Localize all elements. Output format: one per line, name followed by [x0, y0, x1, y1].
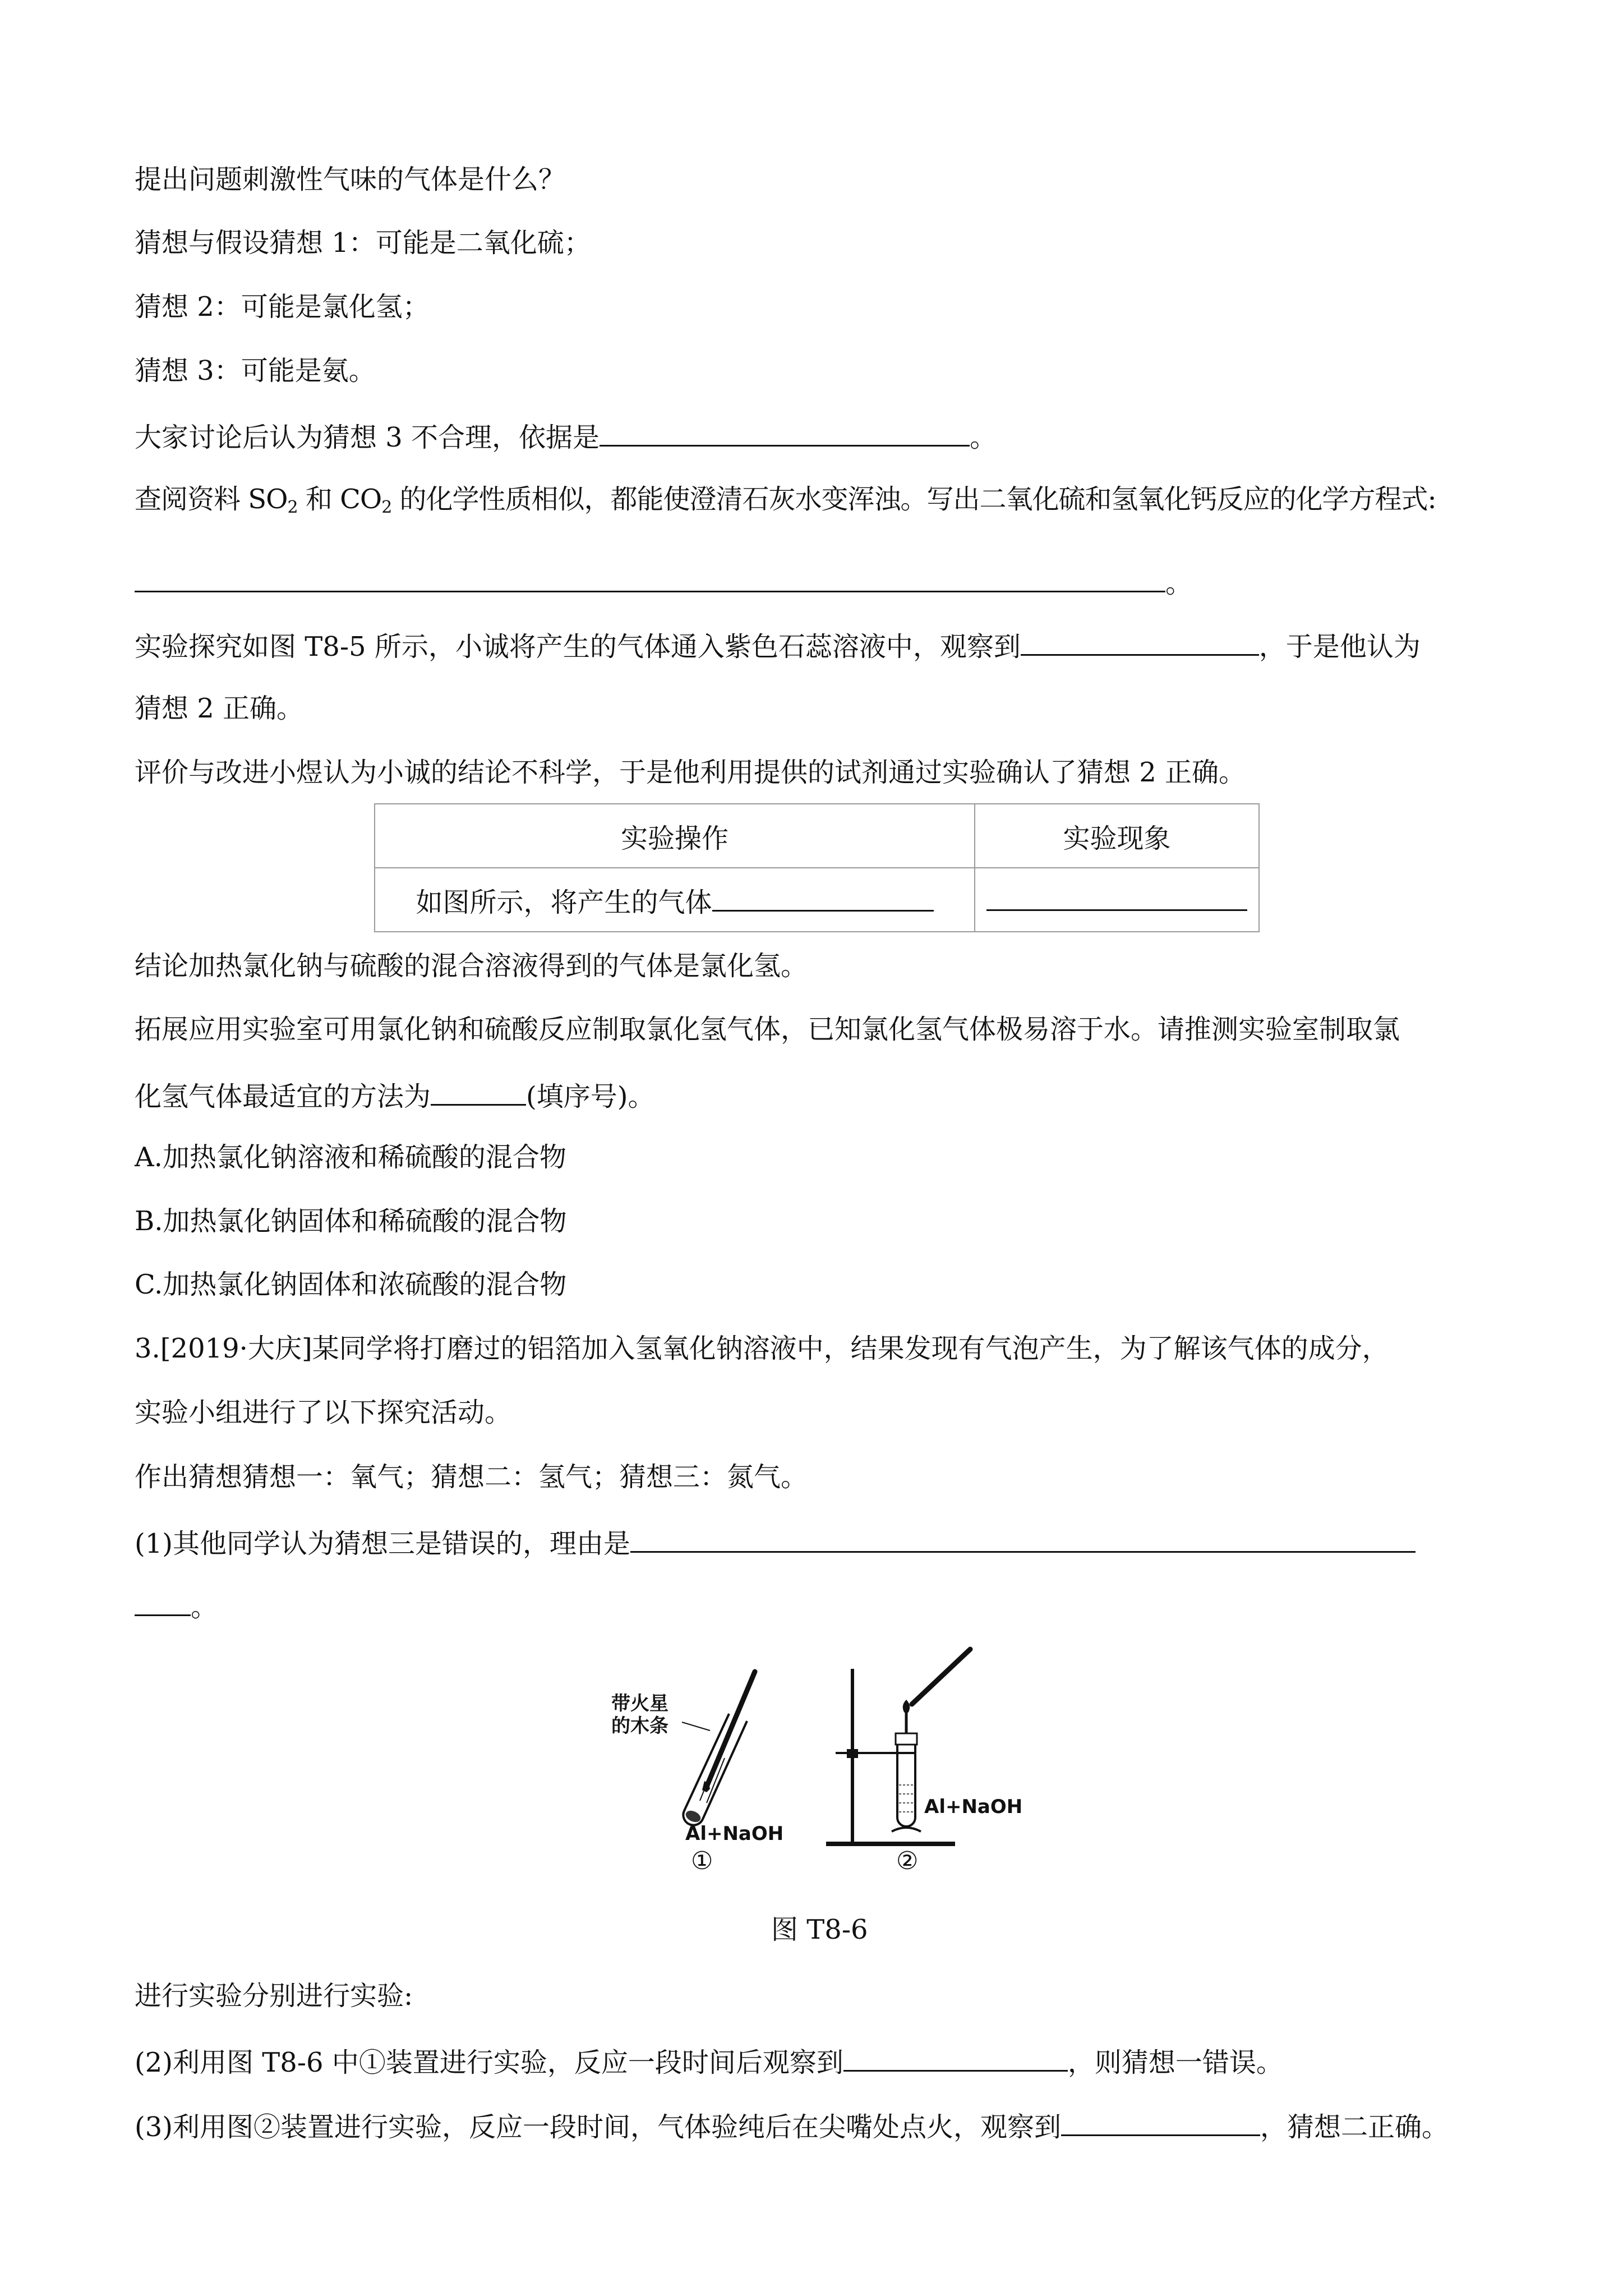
- text: (1)其他同学认为猜想三是错误的，理由是: [135, 1528, 630, 1559]
- text: 和 CO: [297, 484, 382, 515]
- figure-caption: [771, 1913, 868, 1947]
- text: ，则猜想一错误。: [1067, 2047, 1283, 2078]
- text: 评价与改进小煜认为小诚的结论不科学，于是他利用提供的试剂通过实验确认了猜想 2 正确。: [135, 757, 1246, 788]
- question-3-line-cont: [135, 1396, 511, 1429]
- header-phenomenon: 实验现象: [975, 804, 1259, 868]
- text: 。: [1165, 568, 1193, 599]
- text: C.加热氯化钠固体和浓硫酸的混合物: [135, 1269, 567, 1300]
- operation-cell: [375, 868, 975, 932]
- text: 猜想与假设猜想 1：可能是二氧化硫；: [135, 227, 591, 259]
- text: 实验探究如图 T8-5 所示，小诚将产生的气体通入紫色石蕊溶液中，观察到: [135, 631, 1021, 662]
- text: 。: [970, 422, 997, 453]
- text: 结论加热氯化钠与硫酸的混合溶液得到的气体是氯化氢。: [135, 950, 808, 982]
- label-pointer: [682, 1722, 710, 1731]
- procedure-line: [135, 1979, 413, 2013]
- text: (2)利用图 T8-6 中①装置进行实验，反应一段时间后观察到: [135, 2047, 843, 2078]
- operation-blank[interactable]: [712, 883, 934, 912]
- text: 大家讨论后认为猜想 3 不合理，依据是: [135, 422, 600, 453]
- question-line: [135, 163, 565, 196]
- observation-blank[interactable]: [1021, 627, 1259, 656]
- text: 3.[2019·大庆]某同学将打磨过的铝箔加入氢氧化钠溶液中，结果发现有气泡产生，为了解该气体的成分，: [135, 1333, 1389, 1364]
- reference-line: [135, 482, 1436, 516]
- table-row: [375, 868, 1259, 932]
- text: A.加热氯化钠溶液和稀硫酸的混合物: [135, 1142, 566, 1173]
- phenomenon-blank[interactable]: [986, 882, 1247, 911]
- hypothesis-2-line: [135, 290, 430, 324]
- guess-line: [135, 1460, 808, 1494]
- reason-line: [135, 418, 997, 454]
- choice-blank[interactable]: [431, 1077, 526, 1106]
- text: 实验小组进行了以下探究活动。: [135, 1397, 512, 1428]
- figure-number-1: ①: [691, 1847, 713, 1874]
- text: 提出问题刺激性气味的气体是什么？: [135, 164, 566, 195]
- text: (3)利用图②装置进行实验，反应一段时间，气体验纯后在尖嘴处点火，观察到: [135, 2111, 1061, 2143]
- text: B.加热氯化钠固体和稀硫酸的混合物: [135, 1205, 567, 1237]
- hypothesis-1-line: [135, 226, 591, 260]
- reagent-label-2: Al+NaOH: [924, 1796, 1023, 1818]
- application-line: [135, 1013, 1400, 1046]
- figure-number-2: ②: [896, 1847, 919, 1874]
- option-a: [135, 1140, 566, 1174]
- text: 作出猜想猜想一：氧气；猜想二：氢气；猜想三：氮气。: [135, 1461, 808, 1493]
- text: (填序号)。: [526, 1081, 655, 1112]
- upright-test-tube: [892, 1700, 921, 1832]
- conclusion-line: [135, 949, 808, 983]
- application-line-cont: [135, 1077, 654, 1114]
- answer-blank[interactable]: [600, 418, 970, 447]
- text: 猜想 2：可能是氯化氢；: [135, 291, 430, 323]
- reason-blank[interactable]: [630, 1524, 1415, 1553]
- text: 查阅资料 SO: [135, 484, 288, 515]
- experiment-table: [374, 803, 1260, 932]
- question-3-line: [135, 1332, 1389, 1365]
- experiment-line: [135, 627, 1421, 664]
- table-header-row: [375, 804, 1259, 868]
- splint-label-line1: 带火星: [611, 1692, 668, 1715]
- text: 拓展应用实验室可用氯化钠和硫酸反应制取氯化氢气体，已知氯化氢气体极易溶于水。请推测实验室制取氯: [135, 1014, 1400, 1045]
- sub-question-1: [135, 1524, 1415, 1561]
- iron-stand: [826, 1669, 955, 1846]
- header-operation: 实验操作: [375, 804, 975, 868]
- reagent-label-1: Al+NaOH: [685, 1823, 784, 1845]
- option-c: [135, 1268, 566, 1301]
- reason-blank-cont[interactable]: [135, 1588, 191, 1616]
- option-b: [135, 1204, 567, 1238]
- evaluation-line: [135, 756, 1246, 789]
- observation-blank-2[interactable]: [843, 2043, 1068, 2072]
- experiment-line-cont: [135, 692, 303, 725]
- cell-text: 如图所示，将产生的气体: [416, 886, 712, 918]
- text: 猜想 3：可能是氨。: [135, 355, 376, 386]
- burning-splint: [912, 1649, 970, 1704]
- text: 化氢气体最适宜的方法为: [135, 1081, 431, 1112]
- phenomenon-cell: [975, 868, 1259, 932]
- equation-blank[interactable]: [135, 564, 1165, 592]
- text: 图 T8-6: [771, 1914, 868, 1945]
- text: ，猜想二正确。: [1260, 2111, 1449, 2143]
- sub-question-1-cont: [135, 1588, 218, 1624]
- text: 的化学性质相似，都能使澄清石灰水变浑浊。写出二氧化硫和氢氧化钙反应的化学方程式:: [391, 484, 1436, 515]
- observation-blank-3[interactable]: [1061, 2108, 1260, 2136]
- hypothesis-3-line: [135, 354, 376, 388]
- equation-blank-line: [135, 564, 1192, 600]
- text: 。: [191, 1591, 218, 1623]
- splint-label-line2: 的木条: [611, 1715, 668, 1737]
- apparatus-figure: [600, 1638, 1049, 1874]
- sub-question-2: [135, 2043, 1283, 2079]
- text: 进行实验分别进行实验:: [135, 1980, 413, 2012]
- glowing-splint: [702, 1672, 755, 1792]
- text: 猜想 2 正确。: [135, 693, 304, 724]
- sub-question-3: [135, 2108, 1449, 2144]
- text: ，于是他认为: [1258, 631, 1421, 662]
- subscript: 2: [381, 498, 392, 517]
- subscript: 2: [287, 498, 298, 517]
